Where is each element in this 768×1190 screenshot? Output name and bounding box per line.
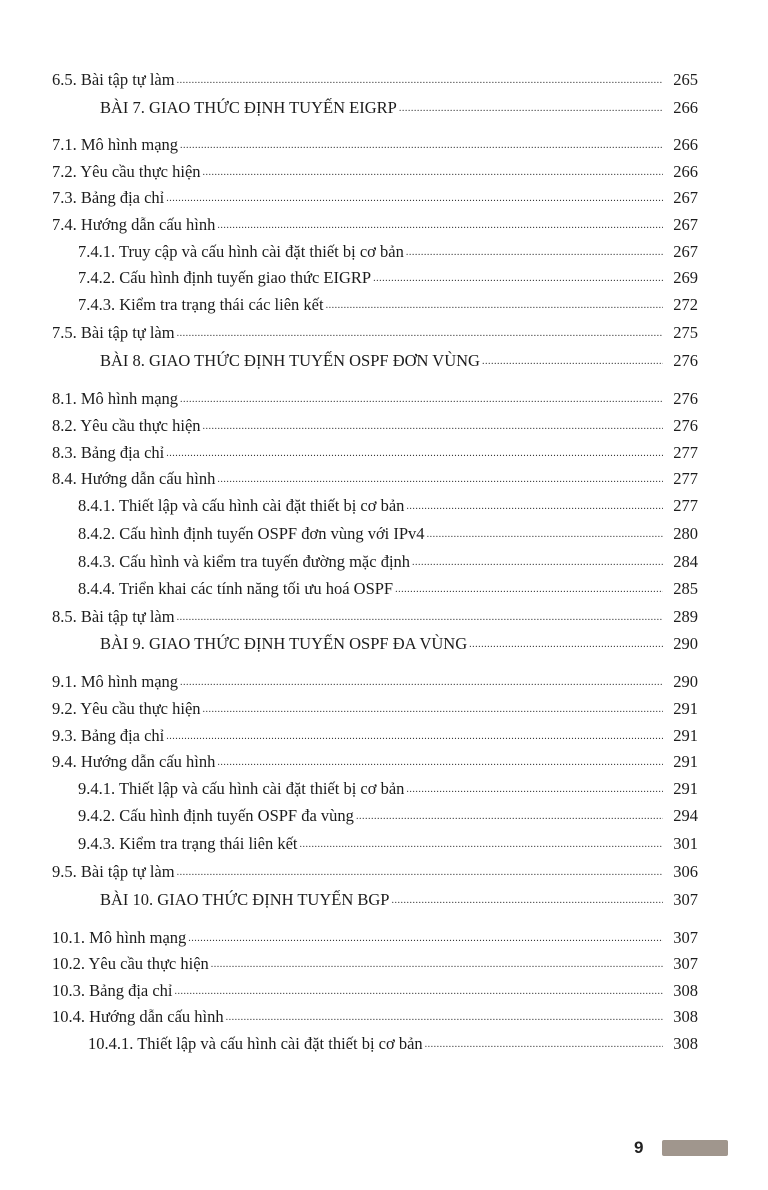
toc-entry-page: 291 [673,699,698,718]
toc-entry-title: 8.4.2. Cấu hình định tuyến OSPF đơn vùng với IPv4 [78,524,425,543]
dot-leader [217,758,663,768]
toc-entry-title: 8.4.1. Thiết lập và cấu hình cài đặt thiết bị cơ bản [78,496,405,515]
dot-leader [203,168,663,178]
toc-entry-page: 277 [673,443,698,462]
toc-entry-page: 290 [673,634,698,653]
dot-leader [166,194,663,204]
toc-entry-page: 276 [673,389,698,408]
toc-entry [0,1028,768,1054]
toc-entry-title: 9.4. Hướng dẫn cấu hình [52,752,216,771]
toc-entry-page: 285 [673,579,698,598]
toc-entry-page: 277 [673,469,698,488]
toc-entry-page: 266 [673,135,698,154]
toc-entry-title: 6.5. Bài tập tự làm [52,70,175,89]
toc-entry-title: BÀI 10. GIAO THỨC ĐỊNH TUYẾN BGP [100,890,390,909]
dot-leader [211,960,663,970]
toc-entry [0,289,768,315]
dot-leader [356,812,663,822]
dot-leader [217,221,663,231]
dot-leader [166,732,663,742]
toc-entry-title: 9.1. Mô hình mạng [52,672,179,691]
dot-leader [177,613,663,623]
toc-entry [0,518,768,544]
dot-leader [425,1040,663,1050]
toc-entry [0,64,768,90]
toc-entry-title: 7.4.3. Kiểm tra trạng thái các liên kết [78,295,324,314]
toc-entry-page: 266 [673,162,698,181]
toc-entry-title: 7.5. Bài tập tự làm [52,323,175,342]
toc-entry-title: 10.2. Yêu cầu thực hiện [52,954,209,973]
dot-leader [217,475,663,485]
dot-leader [406,502,663,512]
dot-leader [427,530,663,540]
toc-entry-title: 7.2. Yêu cầu thực hiện [52,162,201,181]
toc-entry [0,490,768,516]
toc-entry-title: 8.4. Hướng dẫn cấu hình [52,469,216,488]
toc-entry-title: 8.2. Yêu cầu thực hiện [52,416,201,435]
toc-entry-title: 9.4.2. Cấu hình định tuyến OSPF đa vùng [78,806,354,825]
dot-leader [226,1013,663,1023]
dot-leader [166,449,663,459]
toc-entry-title: 9.4.3. Kiểm tra trạng thái liên kết [78,834,298,853]
dot-leader [406,248,663,258]
toc-entry-page: 269 [673,268,698,287]
toc-entry [0,546,768,572]
dot-leader [175,987,663,997]
toc-entry-title: 8.5. Bài tập tự làm [52,607,175,626]
toc-entry-title: 9.2. Yêu cầu thực hiện [52,699,201,718]
toc-entry-title: 8.4.4. Triển khai các tính năng tối ưu hoá OSPF [78,579,394,598]
toc-entry [0,317,768,343]
toc-entry-page: 307 [673,954,698,973]
dot-leader [469,640,663,650]
toc-entry [0,129,768,155]
dot-leader [177,329,663,339]
toc-entry [0,975,768,1001]
toc-chapter-entry [0,884,768,910]
toc-entry-page: 307 [673,928,698,947]
toc-entry-title: 9.5. Bài tập tự làm [52,862,175,881]
toc-entry-page: 294 [673,806,698,825]
dot-leader [399,104,663,114]
toc-entry [0,209,768,235]
toc-entry-page: 284 [673,552,698,571]
dot-leader [326,301,663,311]
footer-decoration-bar [662,1140,728,1156]
dot-leader [482,357,663,367]
page-number: 9 [634,1138,644,1157]
toc-entry [0,463,768,489]
toc-entry-page: 308 [673,1007,698,1026]
toc-entry [0,666,768,692]
toc-entry [0,182,768,208]
toc-entry-page: 308 [673,981,698,1000]
toc-entry [0,693,768,719]
dot-leader [391,896,663,906]
toc-entry-page: 290 [673,672,698,691]
toc-entry [0,156,768,182]
toc-entry [0,236,768,262]
toc-entry-page: 265 [673,70,698,89]
dot-leader [188,934,663,944]
toc-entry-page: 276 [673,351,698,370]
dot-leader [203,705,663,715]
toc-entry [0,573,768,599]
toc-entry-title: 8.1. Mô hình mạng [52,389,179,408]
toc-entry-title: BÀI 8. GIAO THỨC ĐỊNH TUYẾN OSPF ĐƠN VÙNG [100,351,480,370]
toc-entry-title: 10.1. Mô hình mạng [52,928,187,947]
toc-chapter-entry [0,628,768,654]
toc-entry [0,1001,768,1027]
toc-entry-title: 7.1. Mô hình mạng [52,135,179,154]
toc-entry-page: 267 [673,188,698,207]
toc-entry [0,601,768,627]
dot-leader [177,76,663,86]
toc-entry [0,828,768,854]
toc-entry [0,410,768,436]
toc-entry-title: 7.3. Bảng địa chỉ [52,188,165,207]
toc-entry [0,437,768,463]
toc-entry-title: BÀI 7. GIAO THỨC ĐỊNH TUYẾN EIGRP [100,98,397,117]
toc-entry-title: 10.4.1. Thiết lập và cấu hình cài đặt thiết bị cơ bản [88,1034,423,1053]
toc-entry-page: 277 [673,496,698,515]
toc-entry-page: 267 [673,215,698,234]
toc-entry-page: 306 [673,862,698,881]
dot-leader [203,422,663,432]
toc-entry-page: 291 [673,726,698,745]
dot-leader [406,785,663,795]
toc-entry-page: 308 [673,1034,698,1053]
toc-entry-title: 7.4. Hướng dẫn cấu hình [52,215,216,234]
toc-entry [0,773,768,799]
toc-entry-page: 275 [673,323,698,342]
toc-entry-page: 266 [673,98,698,117]
toc-entry-page: 291 [673,779,698,798]
toc-entry-title: 8.3. Bảng địa chỉ [52,443,165,462]
toc-entry-page: 267 [673,242,698,261]
toc-chapter-entry [0,345,768,371]
toc-entry-title: 7.4.1. Truy cập và cấu hình cài đặt thiết bị cơ bản [78,242,404,261]
toc-entry-page: 280 [673,524,698,543]
toc-entry [0,800,768,826]
toc-chapter-entry [0,92,768,118]
toc-entry [0,262,768,288]
toc-entry-page: 301 [673,834,698,853]
toc-entry [0,720,768,746]
dot-leader [180,141,663,151]
dot-leader [412,558,663,568]
toc-entry [0,948,768,974]
toc-entry [0,856,768,882]
toc-entry-title: 10.3. Bảng địa chỉ [52,981,173,1000]
toc-entry-title: 9.4.1. Thiết lập và cấu hình cài đặt thiết bị cơ bản [78,779,405,798]
toc-entry-title: 10.4. Hướng dẫn cấu hình [52,1007,224,1026]
toc-entry [0,383,768,409]
toc-entry-title: 7.4.2. Cấu hình định tuyến giao thức EIGRP [78,268,372,287]
toc-entry-page: 289 [673,607,698,626]
toc-entry-page: 276 [673,416,698,435]
toc-entry-title: 8.4.3. Cấu hình và kiểm tra tuyến đường mặc định [78,552,411,571]
dot-leader [373,274,663,284]
dot-leader [180,678,663,688]
toc-entry-page: 272 [673,295,698,314]
toc-entry-title: BÀI 9. GIAO THỨC ĐỊNH TUYẾN OSPF ĐA VÙNG [100,634,468,653]
dot-leader [299,840,663,850]
toc-entry [0,746,768,772]
toc-entry [0,922,768,948]
dot-leader [180,395,663,405]
toc-entry-page: 307 [673,890,698,909]
dot-leader [395,585,663,595]
toc-entry-page: 291 [673,752,698,771]
dot-leader [177,868,663,878]
toc-entry-title: 9.3. Bảng địa chỉ [52,726,165,745]
